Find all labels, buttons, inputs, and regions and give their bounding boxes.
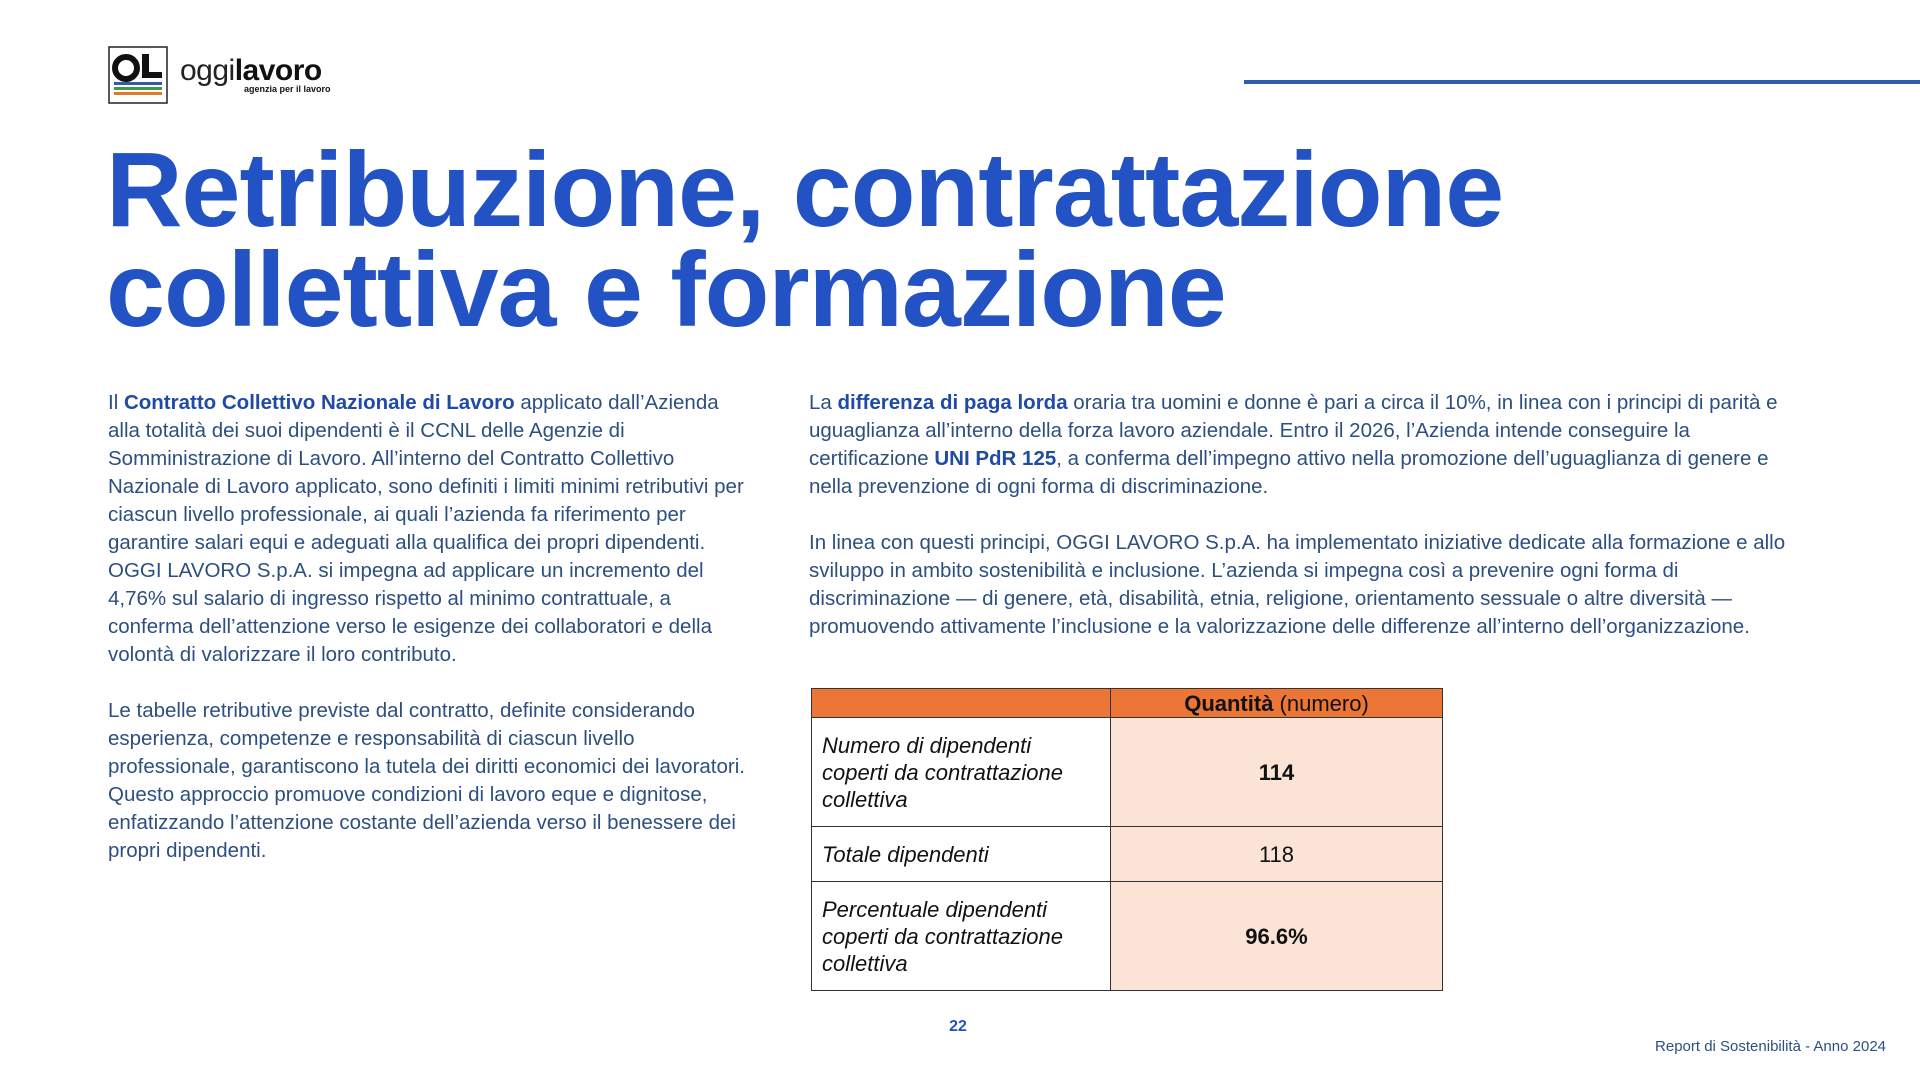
logo-brand-light: oggi bbox=[180, 54, 235, 87]
left-paragraph-2: Le tabelle retributive previste dal contratto, definite considerando esperienza, competenze e responsabilità di ciascun livello professionale, garantiscono la tutela dei diritti economici dei lavoratori. Questo approccio promuove condizioni di lavoro eque e dignitose, enfatizzando l’attenzione costante dell’azienda verso il benessere dei propri dipendenti. bbox=[108, 699, 745, 862]
table-header-quantity bbox=[1111, 689, 1443, 718]
table-row-label: Percentuale dipendenti coperti da contrattazione collettiva bbox=[812, 882, 1111, 991]
certification-highlight: UNI PdR 125 bbox=[934, 447, 1057, 470]
logo-tagline: agenzia per il lavoro bbox=[244, 84, 331, 94]
header-bold: Quantità bbox=[1184, 690, 1274, 716]
table-row bbox=[812, 718, 1443, 827]
oggilavoro-logo-mark-icon bbox=[108, 46, 170, 104]
right-column bbox=[809, 389, 1789, 669]
table-row bbox=[812, 827, 1443, 882]
right-paragraph-1 bbox=[809, 389, 1789, 501]
table-row-value: 118 bbox=[1111, 827, 1443, 882]
pay-gap-highlight: differenza di paga lorda bbox=[837, 391, 1068, 414]
right-paragraph-2: In linea con questi principi, OGGI LAVORO S.p.A. ha implementato iniziative dedicate alla formazione e allo sviluppo in ambito sostenibilità e inclusione. L’azienda si impegna così a prevenire ogni forma di discriminazione — di genere, età, disabilità, etnia, religione, orientamento sessuale o altre diversità — promuovendo attivamente l’inclusione e la valorizzazione delle differenze all’interno dell’organizzazione. bbox=[809, 531, 1786, 638]
table-row bbox=[812, 882, 1443, 991]
page-title: Retribuzione, contrattazione collettiva e formazione bbox=[106, 131, 1504, 349]
left-column bbox=[108, 389, 748, 893]
table-row-label: Totale dipendenti bbox=[812, 827, 1111, 882]
table-header-empty bbox=[812, 689, 1111, 718]
text-span: La bbox=[809, 391, 838, 414]
header-rest: (numero) bbox=[1273, 690, 1369, 716]
header-divider bbox=[1244, 80, 1920, 84]
left-paragraph-1 bbox=[108, 389, 748, 669]
table-row-value: 114 bbox=[1111, 718, 1443, 827]
table-row-value: 96.6% bbox=[1111, 882, 1443, 991]
ccnl-highlight: Contratto Collettivo Nazionale di Lavoro bbox=[123, 391, 515, 414]
text-span: applicato dall’Azienda alla totalità dei suoi dipendenti è il CCNL delle Agenzie di Somministrazione di Lavoro. All’interno del Contratto Collettivo Nazionale di Lavoro applicato, sono definiti i limiti minimi retributivi per ciascun livello professionale, ai quali l’azienda fa riferimento per garantire salari equi e adeguati alla qualifica dei propri dipendenti. OGGI LAVORO S.p.A. si impegna ad applicare un incremento del 4,76% sul salario di ingresso rispetto al minimo contrattuale, a conferma dell’attenzione verso le esigenze dei collaboratori e della volontà di valorizzare il loro contributo. bbox=[108, 391, 744, 666]
text-span: oraria tra uomini e donne è pari a circa il 10%, in linea con i principi di parità e uguaglianza all’interno della forza lavoro aziendale. Entro il 2026, l’Azienda intende conseguire la certificazione bbox=[809, 391, 1778, 470]
logo-brand-bold: lavoro bbox=[234, 54, 322, 87]
text-span: Il bbox=[108, 391, 124, 414]
logo-brand bbox=[180, 54, 322, 88]
collective-bargaining-table bbox=[811, 688, 1443, 991]
company-logo bbox=[108, 46, 348, 104]
page-number: 22 bbox=[949, 1018, 967, 1035]
report-footer: Report di Sostenibilità - Anno 2024 bbox=[1655, 1038, 1886, 1055]
text-span: , a conferma dell’impegno attivo nella promozione dell’uguaglianza di genere e nella prevenzione di ogni forma di discriminazione. bbox=[809, 447, 1769, 498]
table-header-row bbox=[812, 689, 1443, 718]
table-row-label: Numero di dipendenti coperti da contrattazione collettiva bbox=[812, 718, 1111, 827]
